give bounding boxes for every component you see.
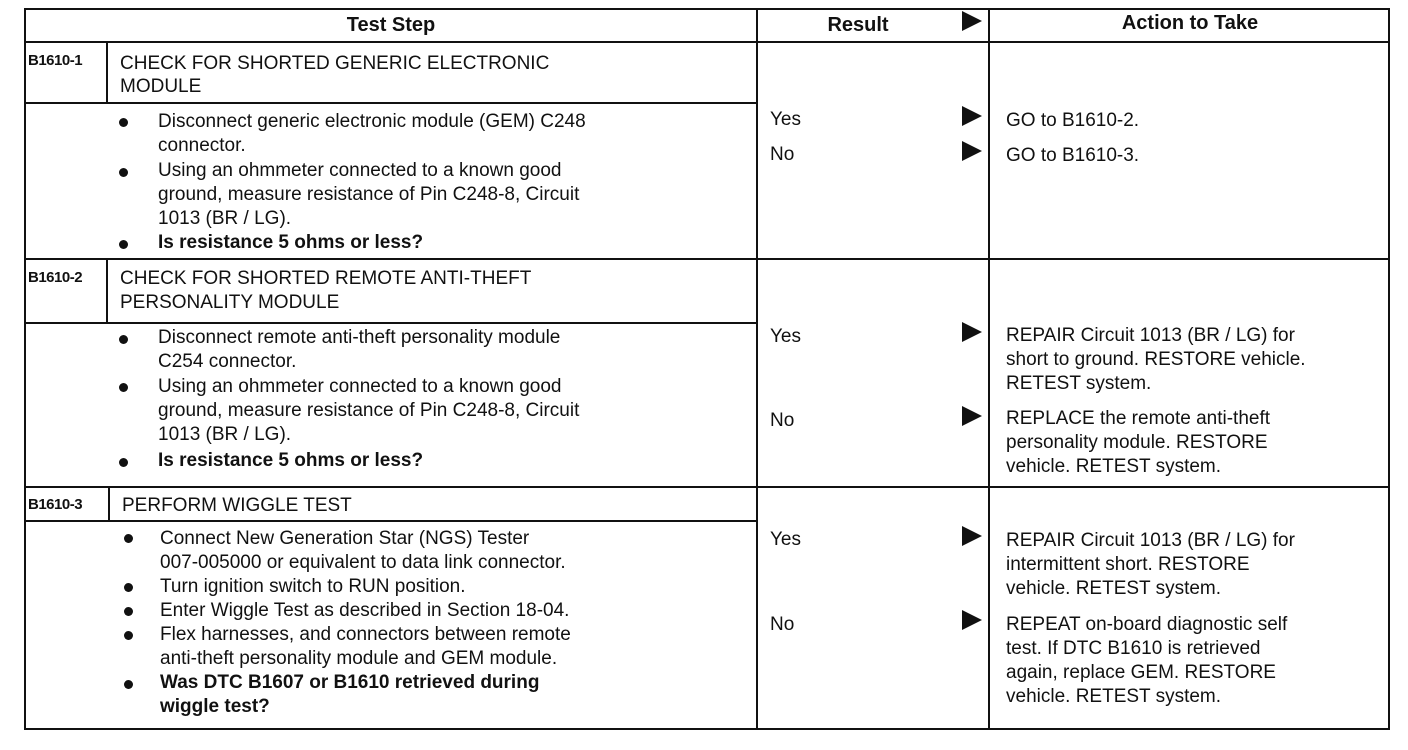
step-question: Is resistance 5 ohms or less? xyxy=(158,232,424,253)
result-no: No xyxy=(770,144,795,165)
bullet-icon xyxy=(119,458,128,467)
action-text: REPLACE the remote anti-theft xyxy=(1006,408,1271,429)
bullet-icon xyxy=(124,607,133,616)
action-text: intermittent short. RESTORE xyxy=(1006,554,1250,575)
bullet-icon xyxy=(124,583,133,592)
step-text-line: Using an ohmmeter connected to a known good xyxy=(158,160,562,181)
action-text: personality module. RESTORE xyxy=(1006,432,1268,453)
section-divider-1 xyxy=(24,258,1390,260)
action-text: REPAIR Circuit 1013 (BR / LG) for xyxy=(1006,325,1295,346)
step-text-line: anti-theft personality module and GEM module. xyxy=(160,648,558,669)
step-text-line: C254 connector. xyxy=(158,351,297,372)
table-border-top xyxy=(24,8,1390,10)
step-text-line: Connect New Generation Star (NGS) Tester xyxy=(160,528,530,549)
step-text-line: Enter Wiggle Test as described in Section 18-04. xyxy=(160,600,570,621)
bullet-icon xyxy=(124,534,133,543)
title-divider-3 xyxy=(24,520,758,522)
step-title-line: PERSONALITY MODULE xyxy=(120,292,340,313)
step-text-line: connector. xyxy=(158,135,246,156)
step-id: B1610-3 xyxy=(28,496,83,513)
diagnostic-table xyxy=(24,8,1390,730)
header-divider xyxy=(24,41,1390,43)
arrow-icon xyxy=(962,106,982,126)
result-no: No xyxy=(770,410,795,431)
step-text-line: 1013 (BR / LG). xyxy=(158,208,292,229)
bullet-icon xyxy=(124,680,133,689)
action-text: REPAIR Circuit 1013 (BR / LG) for xyxy=(1006,530,1295,551)
bullet-icon xyxy=(119,168,128,177)
title-divider-2 xyxy=(24,322,758,324)
step-text-line: ground, measure resistance of Pin C248-8, Circuit xyxy=(158,184,580,205)
step-text-line: 1013 (BR / LG). xyxy=(158,424,292,445)
title-divider-1 xyxy=(24,102,758,104)
action-text: RETEST system. xyxy=(1006,373,1152,394)
bullet-icon xyxy=(119,118,128,127)
step-title-line: CHECK FOR SHORTED REMOTE ANTI-THEFT xyxy=(120,268,532,289)
header-test-step: Test Step xyxy=(346,14,436,36)
step-question: Is resistance 5 ohms or less? xyxy=(158,450,424,471)
action-text: vehicle. RETEST system. xyxy=(1006,456,1222,477)
step-text-line: Disconnect generic electronic module (GEM) C248 xyxy=(158,111,586,132)
step-text-line: Using an ohmmeter connected to a known good xyxy=(158,376,562,397)
column-divider-result xyxy=(756,8,758,730)
section-divider-2 xyxy=(24,486,1390,488)
bullet-icon xyxy=(119,383,128,392)
step-question: wiggle test? xyxy=(160,696,270,717)
action-text: vehicle. RETEST system. xyxy=(1006,578,1222,599)
step-question: Was DTC B1607 or B1610 retrieved during xyxy=(160,672,540,693)
action-text: REPEAT on-board diagnostic self xyxy=(1006,614,1288,635)
step-text-line: Turn ignition switch to RUN position. xyxy=(160,576,466,597)
bullet-icon xyxy=(124,631,133,640)
step-text-line: 007-005000 or equivalent to data link connector. xyxy=(160,552,566,573)
action-text: GO to B1610-2. xyxy=(1006,110,1140,131)
table-border-right xyxy=(1388,8,1390,730)
id-divider-1 xyxy=(106,41,108,104)
action-text: short to ground. RESTORE vehicle. xyxy=(1006,349,1306,370)
arrow-icon xyxy=(962,322,982,342)
id-divider-2 xyxy=(106,258,108,324)
step-text-line: Flex harnesses, and connectors between remote xyxy=(160,624,571,645)
action-text: vehicle. RETEST system. xyxy=(1006,686,1222,707)
result-yes: Yes xyxy=(770,109,801,130)
step-title-line: MODULE xyxy=(120,76,202,97)
step-id: B1610-2 xyxy=(28,269,83,286)
step-text-line: ground, measure resistance of Pin C248-8, Circuit xyxy=(158,400,580,421)
table-border-left xyxy=(24,8,26,730)
column-divider-action xyxy=(988,8,990,730)
action-text: GO to B1610-3. xyxy=(1006,145,1140,166)
arrow-icon xyxy=(962,610,982,630)
action-text: again, replace GEM. RESTORE xyxy=(1006,662,1276,683)
result-yes: Yes xyxy=(770,326,801,347)
header-action: Action to Take xyxy=(1121,12,1259,34)
step-text-line: Disconnect remote anti-theft personality module xyxy=(158,327,561,348)
step-id: B1610-1 xyxy=(28,52,83,69)
bullet-icon xyxy=(119,335,128,344)
id-divider-3 xyxy=(108,486,110,522)
arrow-icon xyxy=(962,406,982,426)
header-result: Result xyxy=(827,14,889,36)
result-no: No xyxy=(770,614,795,635)
arrow-icon xyxy=(962,526,982,546)
table-border-bottom xyxy=(24,728,1390,730)
bullet-icon xyxy=(119,240,128,249)
action-text: test. If DTC B1610 is retrieved xyxy=(1006,638,1261,659)
step-title-line: PERFORM WIGGLE TEST xyxy=(122,495,352,516)
result-yes: Yes xyxy=(770,529,801,550)
step-title-line: CHECK FOR SHORTED GENERIC ELECTRONIC xyxy=(120,53,550,74)
arrow-icon xyxy=(962,141,982,161)
header-arrow-icon xyxy=(962,11,982,31)
